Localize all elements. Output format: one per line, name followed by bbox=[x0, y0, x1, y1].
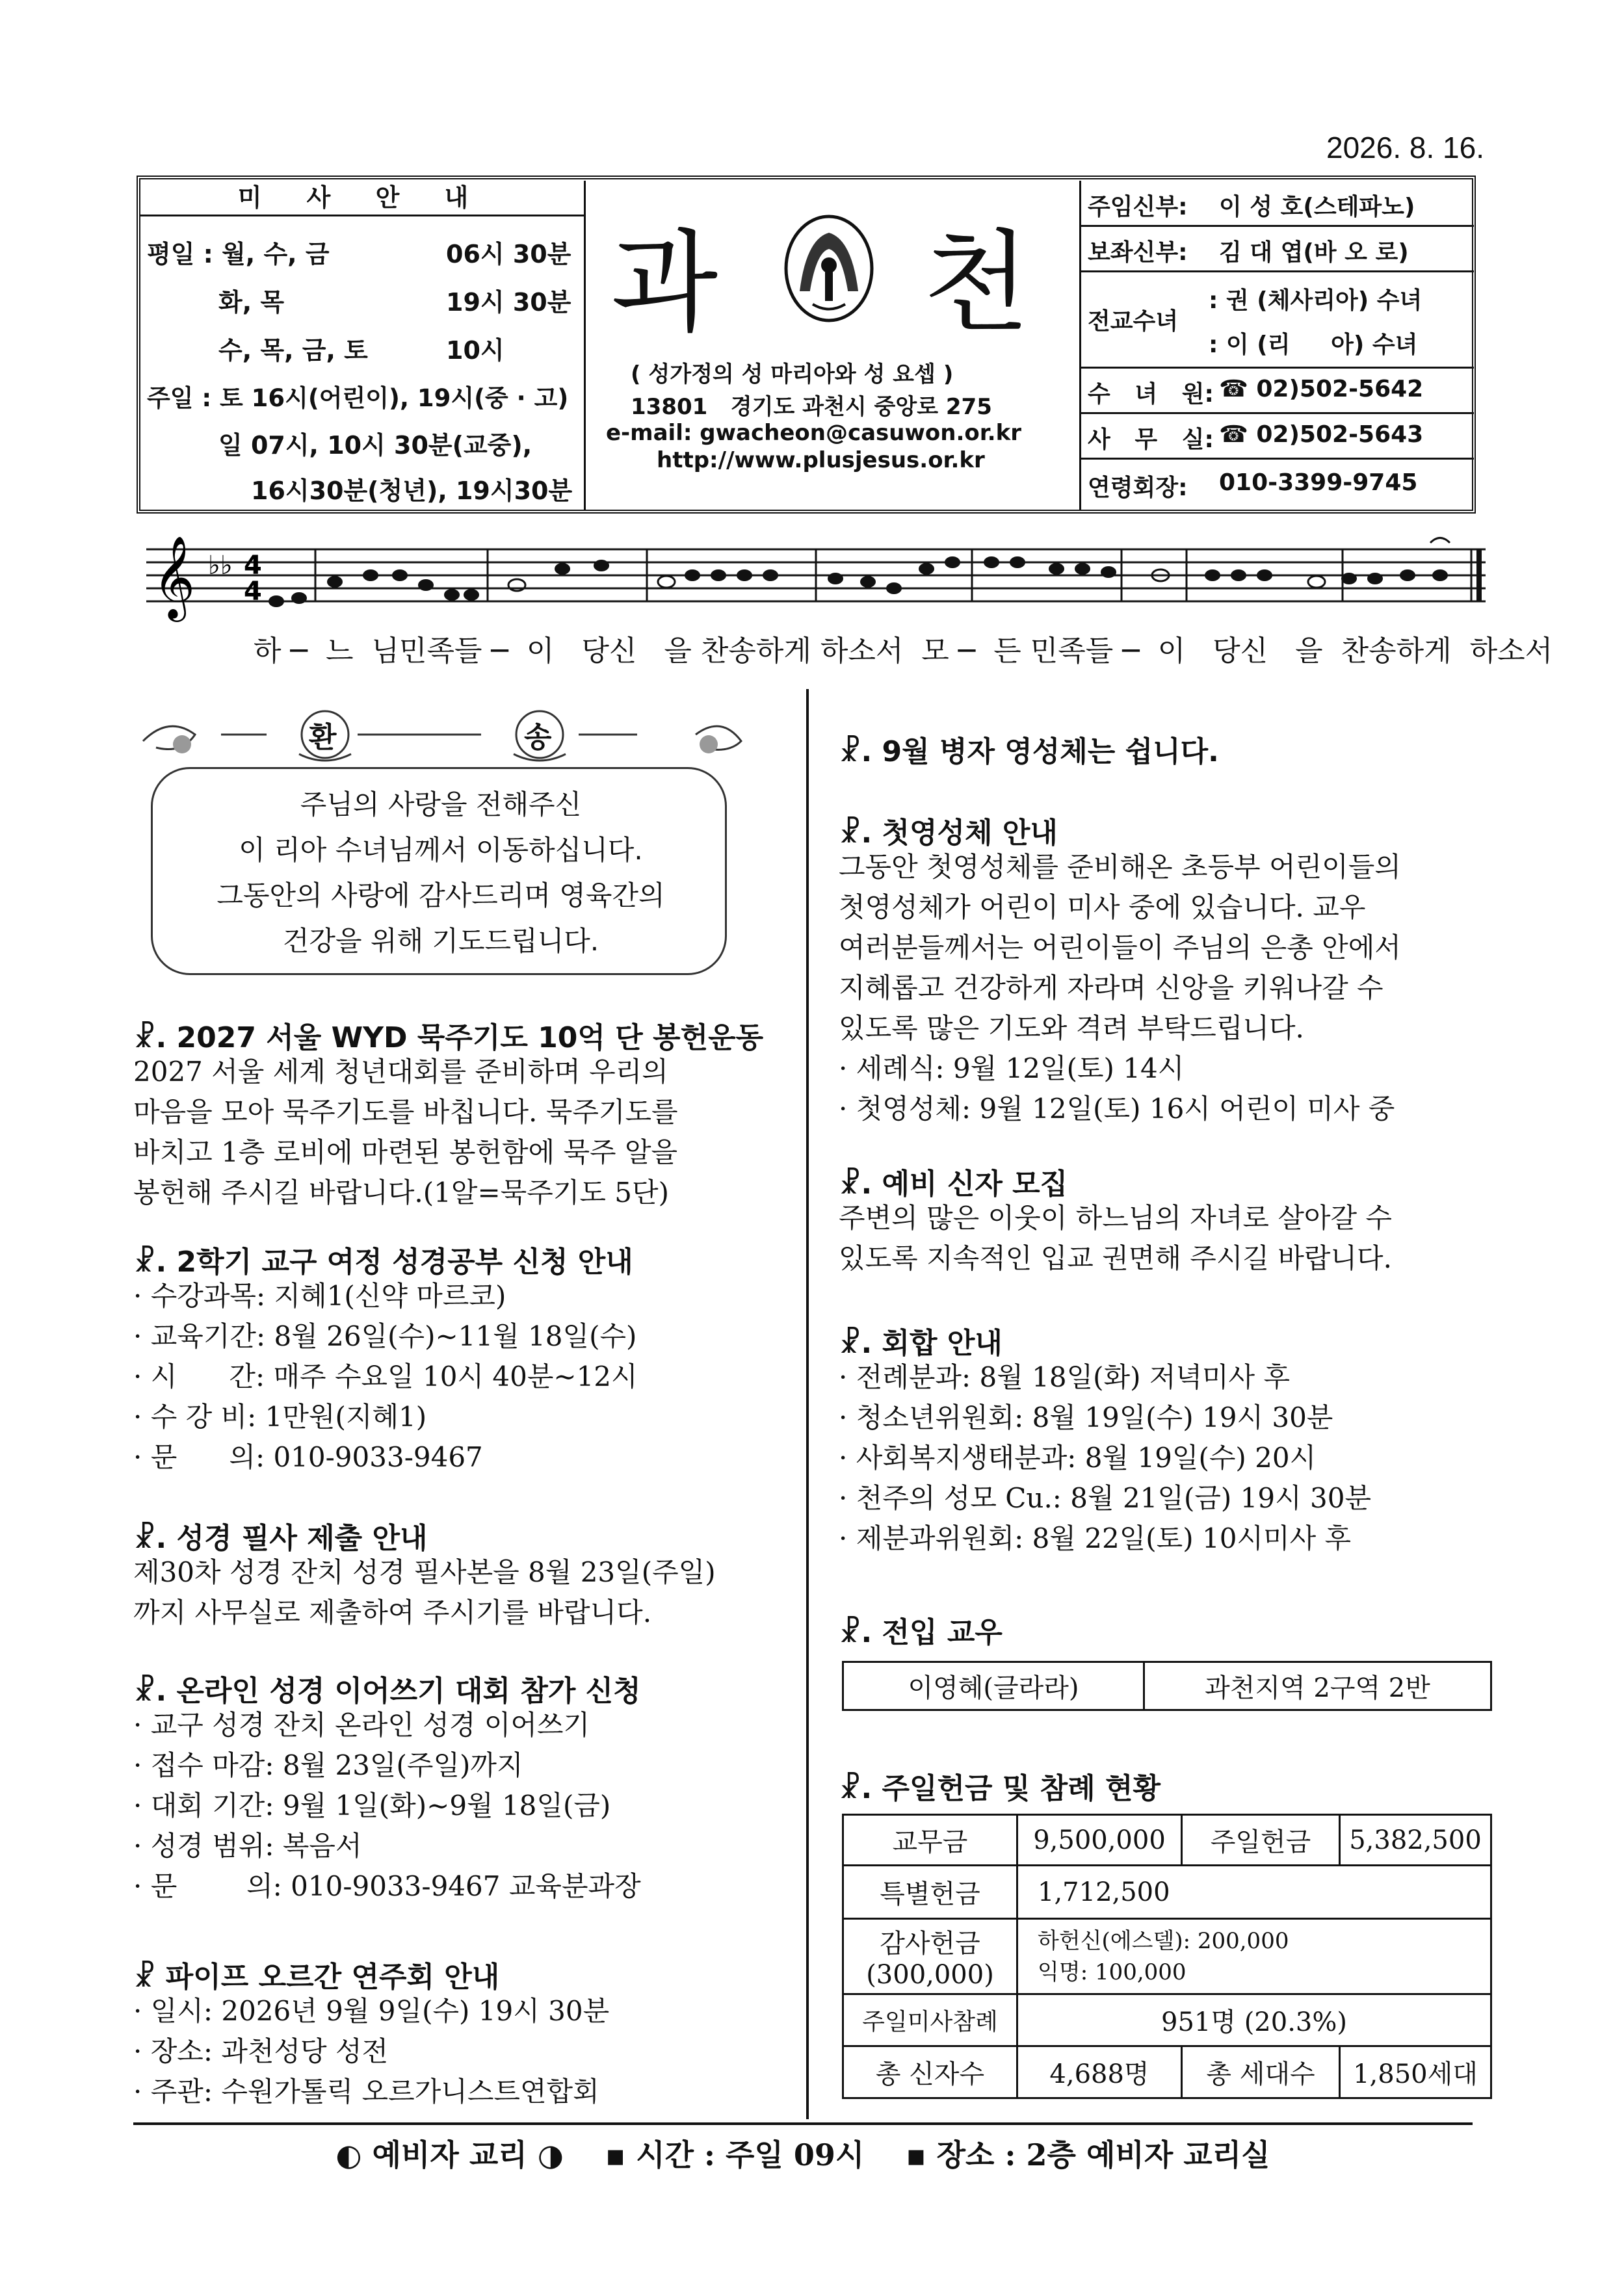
section-body: 제30차 성경 잔치 성경 필사본을 8월 23일(주일) 까지 사무실로 제출하여 주시기를 바랍니다. bbox=[133, 1556, 716, 1628]
issue-date: 2026. 8. 16. bbox=[1326, 131, 1484, 164]
footer-notice bbox=[133, 2122, 1473, 2177]
farewell-right-char: 송 bbox=[524, 721, 552, 754]
footer-text: ◐ 예비자 교리 ◑ ▪ 시간 : 주일 09시 ▪ 장소 : 2층 예비자 교리실 bbox=[335, 2137, 1270, 2172]
offering-key: 총 신자수 bbox=[843, 2046, 1017, 2098]
mass-schedule bbox=[140, 181, 586, 510]
new-member-name: 이영혜(글라라) bbox=[843, 1662, 1144, 1710]
section-title: ☧. 전입 교우 bbox=[839, 1616, 1003, 1649]
parish-website[interactable]: http://www.plusjesus.or.kr bbox=[657, 447, 985, 473]
offering-key: 총 세대수 bbox=[1182, 2046, 1340, 2098]
parish-char-1: 과 bbox=[611, 219, 718, 348]
info-label: 전교수녀 bbox=[1088, 308, 1179, 335]
mass-row: 주일 : 토 16시(어린이), 19시(중 · 고) bbox=[147, 384, 569, 412]
offering-value: 1,712,500 bbox=[1017, 1866, 1491, 1919]
offering-table bbox=[842, 1814, 1492, 2099]
section-body: · 교구 성경 잔치 온라인 성경 이어쓰기 · 접수 마감: 8월 23일(주일)까지 · 대회 기간: 9월 1일(화)~9월 18일(금) · 성경 범위: 복음서 · 문 의: 010-9033-9467 교육분과장 bbox=[133, 1709, 641, 1902]
mass-row: 수, 목, 금, 토 bbox=[218, 336, 368, 365]
offering-value bbox=[1017, 1919, 1491, 1994]
offering-value: 1,850세대 bbox=[1340, 2046, 1491, 2098]
info-row bbox=[1081, 367, 1474, 414]
info-label: 사 무 실: bbox=[1088, 426, 1214, 453]
section-title: ☧. 성경 필사 제출 안내 bbox=[133, 1522, 428, 1555]
section-title: ☧. 주일헌금 및 참례 현황 bbox=[839, 1772, 1161, 1805]
section-title: ☧ 파이프 오르간 연주회 안내 bbox=[133, 1961, 500, 1994]
mass-time: 19시 30분 bbox=[446, 288, 571, 317]
section-body: · 전례분과: 8월 18일(화) 저녁미사 후 · 청소년위원회: 8월 19일(수) 19시 30분 · 사회복지생태분과: 8월 19일(수) 20시 · 천주의 성모 Cu.: 8월 21일(금) 19시 30분 · 제분과위원회: 8월 22일(토) 10시미사 후 bbox=[839, 1361, 1372, 1554]
offering-key bbox=[843, 1919, 1017, 1994]
holy-family-logo-icon bbox=[780, 213, 878, 324]
farewell-box bbox=[151, 767, 727, 975]
offering-value: 9,500,000 bbox=[1017, 1815, 1182, 1866]
farewell-line: 건강을 위해 기도드립니다. bbox=[282, 925, 599, 957]
parish-subtitle: ( 성가정의 성 마리아와 성 요셉 ) bbox=[631, 361, 954, 387]
svg-text:♭♭: ♭♭ bbox=[208, 551, 233, 581]
info-row bbox=[1081, 412, 1474, 460]
staff-info bbox=[1079, 181, 1474, 510]
info-row bbox=[1081, 458, 1474, 510]
farewell-message bbox=[153, 782, 729, 964]
info-value: 이 성 호(스테파노) bbox=[1219, 194, 1415, 220]
info-label: 보좌신부: bbox=[1088, 239, 1188, 266]
section-title: ☧. 9월 병자 영성체는 쉽니다. bbox=[839, 735, 1219, 768]
svg-text:4: 4 bbox=[244, 551, 262, 581]
section-body: · 일시: 2026년 9월 9일(수) 19시 30분 · 장소: 과천성당 성전 · 주관: 수원가톨릭 오르가니스트연합회 bbox=[133, 1995, 610, 2107]
info-label: 연령회장: bbox=[1088, 475, 1188, 501]
mass-time: 06시 30분 bbox=[446, 240, 571, 268]
farewell-line: 그동안의 사랑에 감사드리며 영육간의 bbox=[216, 880, 665, 911]
mass-row: 화, 목 bbox=[218, 288, 285, 317]
info-value: : 권 (체사리아) 수녀 bbox=[1209, 287, 1423, 314]
section-body: · 수강과목: 지혜1(신약 마르코) · 교육기간: 8월 26일(수)~11월 18일(수) · 시 간: 매주 수요일 10시 40분~12시 · 수 강 비: 1만원(지혜1) · 문 의: 010-9033-9467 bbox=[133, 1280, 638, 1473]
info-value: : 이 (리 아) 수녀 bbox=[1209, 332, 1418, 358]
info-value: ☎ 02)502-5642 bbox=[1219, 376, 1424, 402]
svg-text:𝄞: 𝄞 bbox=[153, 536, 196, 618]
info-value: ☎ 02)502-5643 bbox=[1219, 421, 1424, 448]
info-value: 010-3399-9745 bbox=[1219, 469, 1418, 496]
info-row bbox=[1081, 270, 1474, 369]
new-member-table bbox=[842, 1661, 1492, 1711]
offering-value: 5,382,500 bbox=[1340, 1815, 1491, 1866]
mass-row: 일 07시, 10시 30분(교중), bbox=[218, 431, 532, 460]
offering-key-line: (300,000) bbox=[866, 1960, 994, 1990]
info-row bbox=[1081, 181, 1474, 227]
column-divider bbox=[806, 689, 809, 2119]
info-label: 수 녀 원: bbox=[1088, 381, 1214, 408]
info-row bbox=[1081, 225, 1474, 272]
offering-detail: 하헌신(에스델): 200,000 bbox=[1038, 1927, 1289, 1954]
mass-time: 10시 bbox=[446, 336, 505, 365]
parish-email[interactable]: e-mail: gwacheon@casuwon.or.kr bbox=[606, 420, 1021, 446]
offering-detail: 익명: 100,000 bbox=[1038, 1959, 1187, 1985]
info-label: 주임신부: bbox=[1088, 194, 1188, 220]
section-body: 2027 서울 세계 청년대회를 준비하며 우리의 마음을 모아 묵주기도를 바칩니다. 묵주기도를 바치고 1층 로비에 마련된 봉헌함에 묵주 알을 봉헌해 주시길 바랍니다.(1알=묵주기도 5단) bbox=[133, 1056, 678, 1208]
section-title: ☧. 예비 신자 모집 bbox=[839, 1168, 1068, 1201]
mass-row: 평일 : 월, 수, 금 bbox=[147, 240, 330, 268]
hymn-lyrics: 하 ─ 느 님민족들 ─ 이 당신 을 찬송하게 하소서 모 ─ 든 민족들 ─ 이 당신 을 찬송하게 하소서 bbox=[254, 634, 1553, 668]
offering-value: 4,688명 bbox=[1017, 2046, 1182, 2098]
section-title: ☧. 2학기 교구 여정 성경공부 신청 안내 bbox=[133, 1246, 633, 1279]
section-body: 주변의 많은 이웃이 하느님의 자녀로 살아갈 수 있도록 지속적인 입교 권면해 주시길 바랍니다. bbox=[839, 1202, 1392, 1274]
mass-row: 16시30분(청년), 19시30분 bbox=[251, 476, 573, 505]
parish-address: 13801 경기도 과천시 중앙로 275 bbox=[631, 394, 992, 420]
offering-key: 특별헌금 bbox=[843, 1866, 1017, 1919]
section-title: ☧. 회합 안내 bbox=[839, 1327, 1003, 1360]
parish-title-block bbox=[585, 181, 1077, 510]
mass-schedule-title: 미 사 안 내 bbox=[140, 181, 584, 216]
svg-text:4: 4 bbox=[244, 577, 262, 607]
new-member-area: 과천지역 2구역 2반 bbox=[1144, 1662, 1491, 1710]
offering-key-line: 감사헌금 bbox=[880, 1929, 980, 1959]
offering-key: 주일미사참례 bbox=[843, 1994, 1017, 2046]
offering-key: 교무금 bbox=[843, 1815, 1017, 1866]
farewell-line: 이 리아 수녀님께서 이동하십니다. bbox=[239, 834, 643, 866]
info-value: 김 대 엽(바 오 로) bbox=[1219, 239, 1409, 266]
section-title: ☧. 첫영성체 안내 bbox=[839, 816, 1058, 850]
section-body: 그동안 첫영성체를 준비해온 초등부 어린이들의 첫영성체가 어린이 미사 중에 있습니다. 교우 여러분들께서는 어린이들이 주님의 은총 안에서 지혜롭고 건강하게 자라며 신앙을 키워나갈 수 있도록 많은 기도와 격려 부탁드립니다. · 세례식: 9월 12일(토) 14시 · 첫영성체: 9월 12일(토) 16시 어린이 미사 중 bbox=[839, 851, 1401, 1125]
offering-key: 주일헌금 bbox=[1182, 1815, 1340, 1866]
farewell-line: 주님의 사랑을 전해주신 bbox=[300, 789, 582, 820]
section-title: ☧. 온라인 성경 이어쓰기 대회 참가 신청 bbox=[133, 1675, 641, 1708]
section-title: ☧. 2027 서울 WYD 묵주기도 10억 단 봉헌운동 bbox=[133, 1021, 764, 1054]
parish-char-2: 천 bbox=[923, 219, 1030, 348]
offering-value: 951명 (20.3%) bbox=[1017, 1994, 1491, 2046]
farewell-left-char: 환 bbox=[309, 721, 337, 754]
